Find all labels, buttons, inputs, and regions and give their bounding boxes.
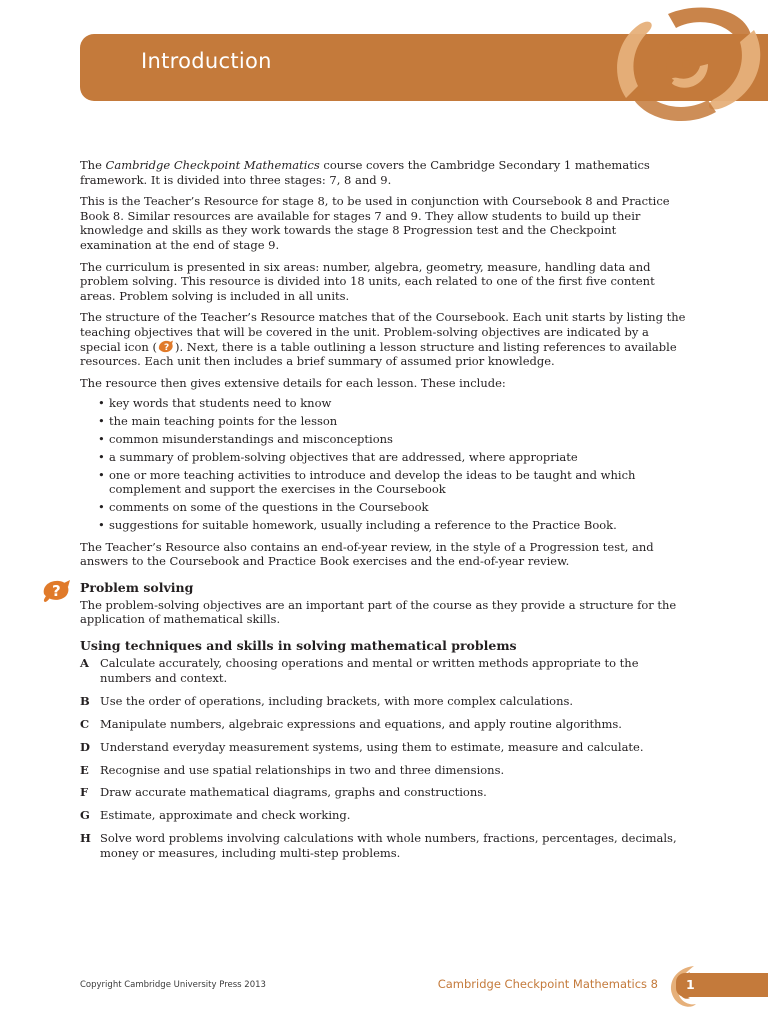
page-title: Introduction (141, 49, 272, 73)
list-item: • suggestions for suitable homework, usually including a reference to the Practice Book. (98, 518, 690, 533)
list-item: • a summary of problem-solving objectives that are addressed, where appropriate (98, 450, 690, 465)
course-name: Cambridge Checkpoint Mathematics (105, 158, 320, 172)
svg-text:?: ? (163, 342, 170, 353)
page-number: 1 (686, 977, 695, 992)
objective-item: A Calculate accurately, choosing operations and mental or written methods appropriate to the numbers and context. (80, 656, 639, 685)
objective-item: B Use the order of operations, including brackets, with more complex calculations. (80, 693, 574, 708)
objective-item: D Understand everyday measurement systems, using them to estimate, measure and calculate. (80, 739, 644, 754)
svg-text:?: ? (52, 582, 61, 601)
list-item: • one or more teaching activities to introduce and develop the ideas to be taught and which complement and support the exercises in the Coursebook (98, 468, 690, 497)
problem-solving-heading: ? Problem solving (80, 581, 690, 596)
objective-item: G Estimate, approximate and check working. (80, 808, 351, 823)
book-title: Cambridge Checkpoint Mathematics 8 (437, 977, 658, 991)
intro-paragraph-1: The Cambridge Checkpoint Mathematics course covers the Cambridge Secondary 1 mathematics framework. It is divided into three stages: 7, 8 and 9. (80, 158, 650, 187)
list-item: • the main teaching points for the lesson (98, 414, 690, 429)
objective-item: F Draw accurate mathematical diagrams, graphs and constructions. (80, 785, 487, 800)
copyright-notice: Copyright Cambridge University Press 2013 (80, 980, 266, 990)
list-item: • key words that students need to know (98, 396, 690, 411)
intro-paragraph-5: The resource then gives extensive details for each lesson. These include: (80, 375, 506, 390)
objective-item: H Solve word problems involving calculations with whole numbers, fractions, percentages, decimals, money or measures, including multi-step problems. (80, 831, 677, 860)
objectives-list (80, 656, 690, 860)
objective-item: E Recognise and use spatial relationships in two and three dimensions. (80, 762, 505, 777)
list-item: • comments on some of the questions in the Coursebook (98, 500, 690, 515)
lesson-details-list (80, 396, 690, 533)
page-number-tab (676, 973, 768, 997)
swirl-logo-icon (604, 0, 768, 128)
list-item: • common misunderstandings and misconceptions (98, 432, 690, 447)
intro-paragraph-2: This is the Teacher’s Resource for stage 8, to be used in conjunction with Coursebook 8 and Practice Book 8. Similar resources are available for stages 7 and 9. They allow students to build up their knowledge and skills as they work towards the stage 8 Progression test and the Checkpoint examination at the end of stage 9. (80, 194, 670, 252)
problem-solving-icon (42, 579, 71, 603)
problem-solving-inline-icon (158, 340, 174, 353)
intro-paragraph-4: The structure of the Teacher’s Resource matches that of the Coursebook. Each unit starts by listing the teaching objectives that will be covered in the unit. Problem-solving objectives are indicated by a special icon ( ? ). Next, there is a table outlining a lesson structure and listing references to available resources. Each unit then includes a brief summary of assumed prior knowledge. (80, 310, 686, 369)
body-content (52, 158, 690, 869)
intro-paragraph-6: The Teacher’s Resource also contains an end-of-year review, in the style of a Progression test, and answers to the Coursebook and Practice Book exercises and the end-of-year review. (80, 539, 654, 569)
intro-paragraph-3: The curriculum is presented in six areas: number, algebra, geometry, measure, handling data and problem solving. This resource is divided into 18 units, each related to one of the first five content areas. Problem solving is included in all units. (80, 259, 655, 303)
techniques-subheading: Using techniques and skills in solving mathematical problems (80, 637, 517, 653)
problem-solving-text: The problem-solving objectives are an important part of the course as they provide a structure for the application of mathematical skills. (80, 597, 677, 627)
objective-item: C Manipulate numbers, algebraic expressions and equations, and apply routine algorithms. (80, 716, 622, 731)
